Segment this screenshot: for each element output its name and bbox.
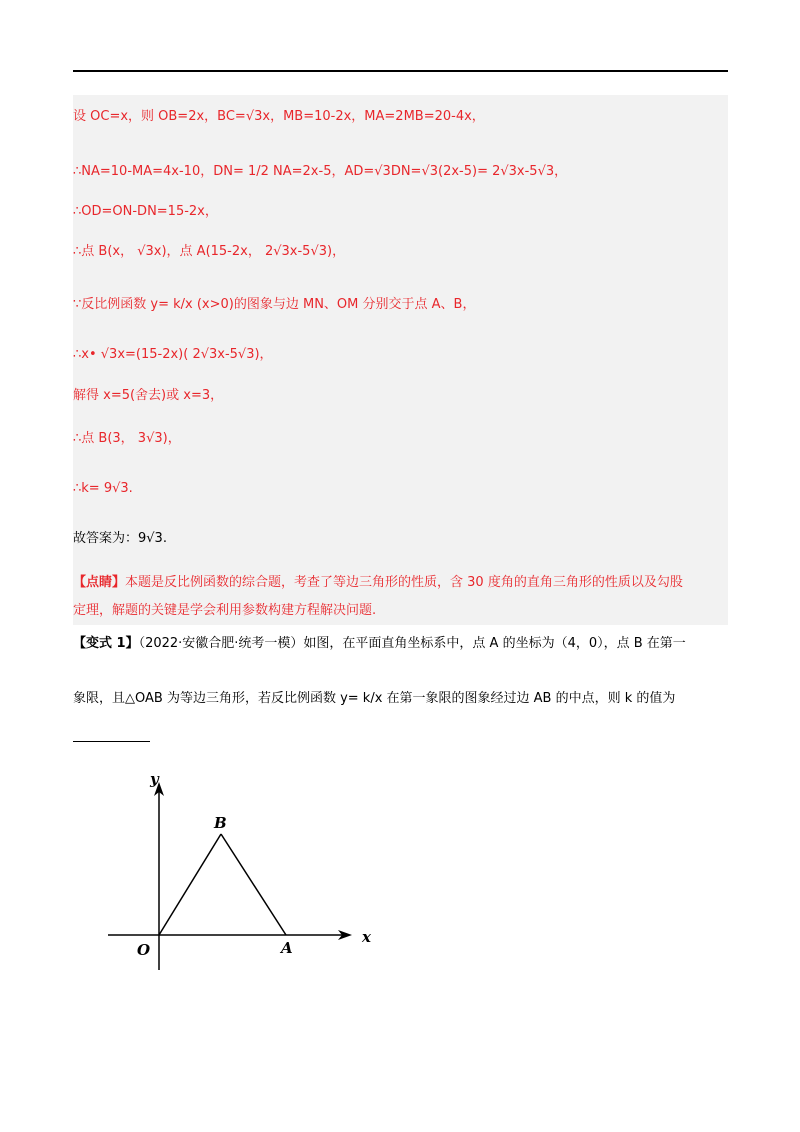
top-rule [73,70,728,72]
variant-text-1: （2022·安徽合肥·统考一模）如图，在平面直角坐标系中，点 A 的坐标为（4，0），点 B 在第一 [138,636,686,651]
note-line-2: 定理，解题的关键是学会利用参数构建方程解决问题. [73,603,377,618]
solution-line-7: 解得 x=5(舍去)或 x=3， [73,388,224,403]
note-line-1 [73,574,683,592]
label-O: O [137,941,151,959]
variant-line-2: 象限，且△OAB 为等边三角形，若反比例函数 y= k/x 在第一象限的图象经过边 AB 的中点，则 k 的值为 [73,691,676,706]
label-y: y [150,770,159,788]
side-AB [221,834,286,935]
solution-line-9: ∴k= 9√3. [73,481,133,496]
coordinate-figure [100,760,390,980]
solution-answer: 故答案为：9√3. [73,531,167,546]
solution-line-3: ∴OD=ON-DN=15-2x， [73,204,218,219]
label-A: A [281,939,293,957]
answer-blank [73,741,150,742]
label-B: B [214,814,227,832]
label-x: x [362,928,371,946]
solution-line-8: ∴点 B(3， 3√3)， [73,431,181,446]
solution-line-5: ∵反比例函数 y= k/x (x>0)的图象与边 MN、OM 分别交于点 A、B， [73,297,476,312]
solution-line-1: 设 OC=x，则 OB=2x，BC=√3x，MB=10-2x，MA=2MB=20-4x， [73,109,485,124]
side-OB [159,834,221,935]
variant-line-1 [73,635,686,653]
solution-line-6: ∴x• √3x=(15-2x)( 2√3x-5√3)， [73,347,273,362]
triangle-diagram [100,760,390,980]
variant-tag: 【变式 1】 [73,636,139,651]
solution-line-4: ∴点 B(x， √3x)，点 A(15-2x， 2√3x-5√3)， [73,244,346,259]
solution-line-2: ∴NA=10-MA=4x-10，DN= 1/2 NA=2x-5，AD=√3DN=√3(2x-5)= 2√3x-5√3， [73,164,568,179]
note-text-1: 本题是反比例函数的综合题，考查了等边三角形的性质，含 30 度角的直角三角形的性质以及勾股 [125,575,683,590]
note-tag: 【点睛】 [73,575,126,590]
